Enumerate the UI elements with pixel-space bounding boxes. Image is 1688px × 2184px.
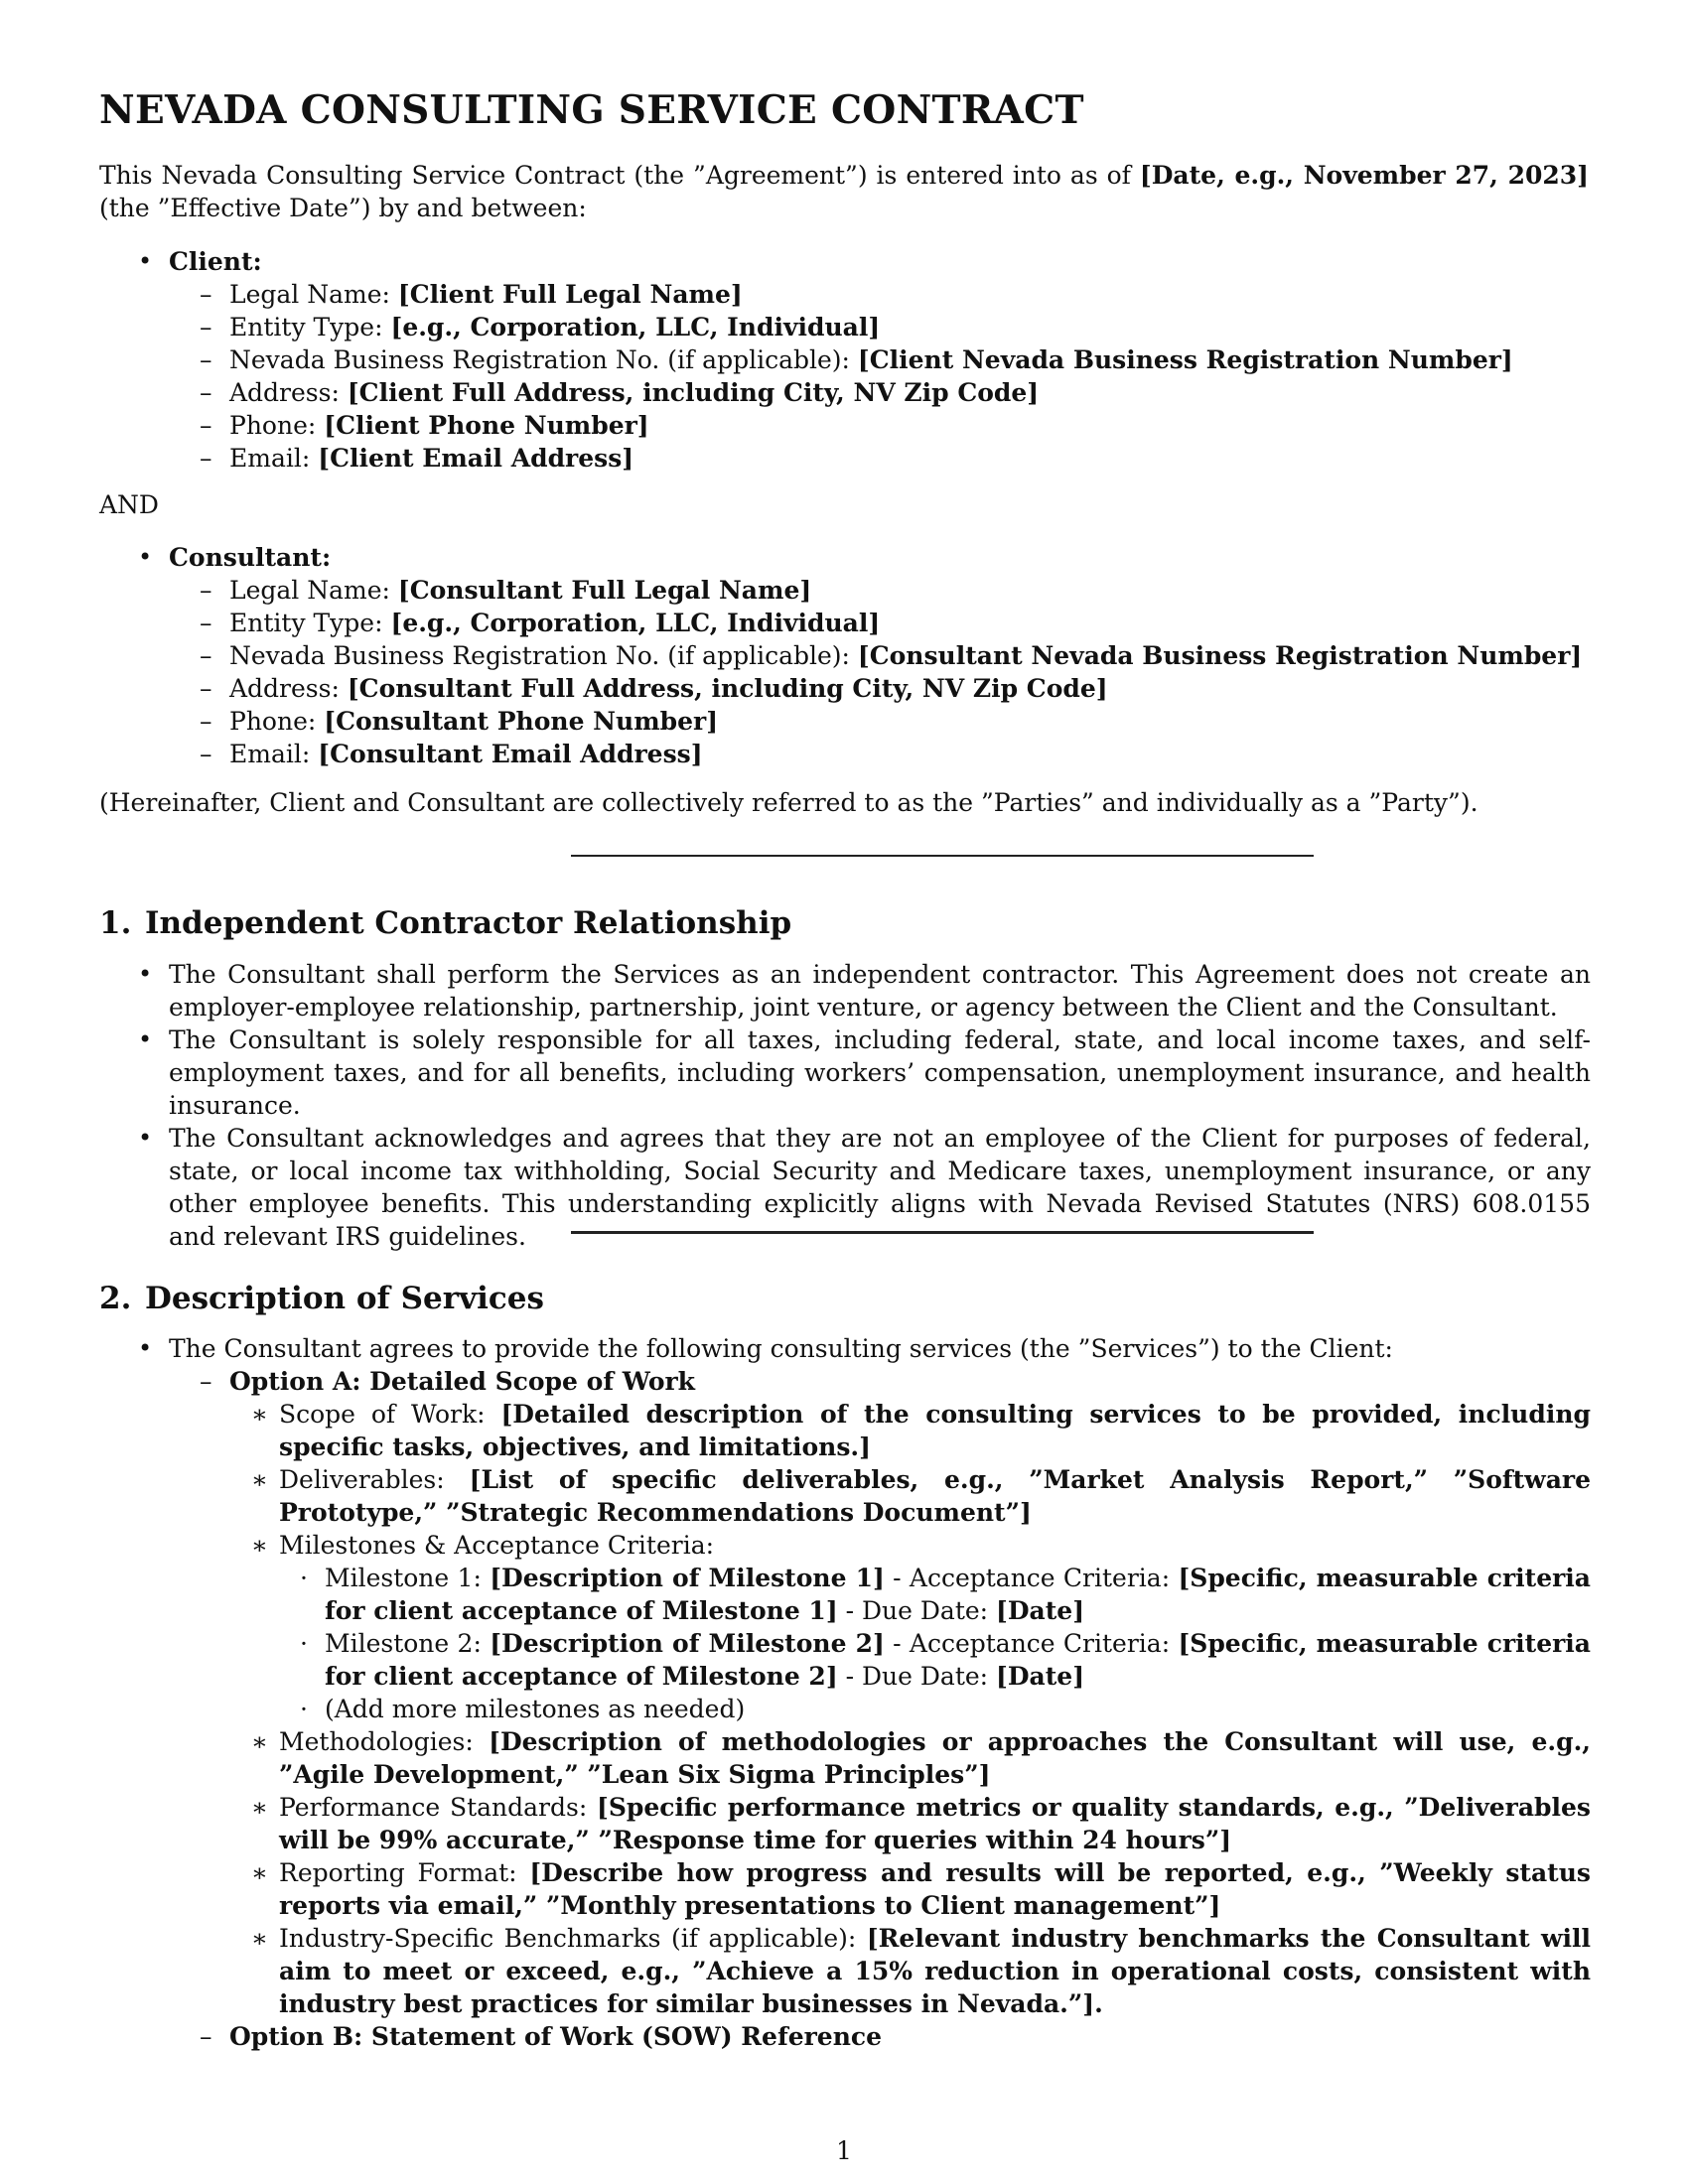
milestone-desc: [Description of Milestone 2] (490, 1629, 885, 1658)
services-item (169, 1332, 1591, 2053)
due-label: - Due Date: (837, 1662, 997, 1691)
field-value: [Client Full Address, including City, NV Zip Code] (347, 378, 1040, 407)
field-value: [Client Phone Number] (324, 411, 649, 440)
consultant-fields (229, 574, 1582, 770)
client-field (229, 442, 1513, 475)
field-label: Phone: (229, 411, 325, 440)
methodologies-item (279, 1725, 1591, 1791)
field-label: Legal Name: (229, 280, 398, 309)
option-b-heading: Option B: Statement of Work (SOW) Reference (229, 2022, 882, 2051)
milestone-item (325, 1562, 1591, 1627)
field-label: Email: (229, 740, 319, 768)
item-value: [Relevant industry benchmarks the Consultant will aim to meet or exceed, e.g., ”Achieve a 15% reduction in operational costs, consistent with industry best practices for similar businesses in Nevada.”]. (279, 1924, 1591, 2018)
consultant-heading: Consultant: (169, 543, 332, 572)
reporting-item (279, 1856, 1591, 1922)
section-2-heading (99, 1281, 544, 1316)
services-lead: The Consultant agrees to provide the following consulting services (the ”Services”) to the Client: (169, 1334, 1393, 1363)
client-block (169, 245, 1513, 475)
field-value: [Consultant Full Address, including City, NV Zip Code] (347, 674, 1108, 703)
consultant-party (169, 541, 1582, 770)
due-label: - Due Date: (837, 1596, 997, 1625)
section-2-list (169, 1332, 1591, 2053)
item-label: Scope of Work: (279, 1400, 501, 1429)
acceptance-value: [Specific, measurable criteria for client acceptance of Milestone 1] (325, 1564, 1591, 1625)
client-heading: Client: (169, 247, 262, 276)
field-label: Phone: (229, 707, 325, 736)
field-value: [e.g., Corporation, LLC, Individual] (390, 609, 881, 637)
acceptance-value: [Specific, measurable criteria for client acceptance of Milestone 2] (325, 1629, 1591, 1691)
item-label: Industry-Specific Benchmarks (if applicable): (279, 1924, 867, 1953)
consultant-field (229, 705, 1582, 738)
option-a-heading: Option A: Detailed Scope of Work (229, 1367, 695, 1396)
section-title: Independent Contractor Relationship (145, 905, 792, 941)
section-number: 1. (99, 905, 132, 941)
section-1-list (169, 958, 1591, 1253)
field-value: [Consultant Email Address] (318, 740, 703, 768)
deliverables-item (279, 1463, 1591, 1529)
item-label: Deliverables: (279, 1465, 470, 1494)
milestones-item (279, 1529, 1591, 1725)
acceptance-label: - Acceptance Criteria: (884, 1564, 1179, 1592)
list-item: • The Consultant is solely responsible for all taxes, including federal, state, and local income taxes, and self-employment taxes, and for all benefits, including workers’ compensation, unemployment insurance, and health insurance. (169, 1024, 1591, 1122)
horizontal-divider (571, 855, 1314, 857)
milestone-desc: [Description of Milestone 1] (490, 1564, 885, 1592)
acceptance-label: - Acceptance Criteria: (884, 1629, 1179, 1658)
due-value: [Date] (996, 1662, 1085, 1691)
and-separator: AND (99, 490, 159, 519)
section-title: Description of Services (145, 1281, 544, 1316)
field-value: [Consultant Nevada Business Registration Number] (857, 641, 1583, 670)
consultant-field (229, 672, 1582, 705)
intro-paragraph (99, 159, 1589, 224)
field-value: [e.g., Corporation, LLC, Individual] (390, 313, 881, 341)
consultant-field (229, 607, 1582, 639)
option-a-items (279, 1398, 1591, 2020)
client-party (169, 245, 1513, 475)
field-value: [Consultant Phone Number] (324, 707, 719, 736)
field-label: Legal Name: (229, 576, 398, 605)
field-label: Nevada Business Registration No. (if applicable): (229, 345, 858, 374)
item-value: [Describe how progress and results will be reported, e.g., ”Weekly status reports via email,” ”Monthly presentations to Client management”] (279, 1858, 1591, 1920)
parties-definition: (Hereinafter, Client and Consultant are collectively referred to as the ”Parties” and individually as a ”Party”). (99, 788, 1478, 817)
item-label: Methodologies: (279, 1727, 490, 1756)
field-value: [Client Email Address] (318, 444, 634, 473)
client-field (229, 343, 1513, 376)
consultant-field (229, 738, 1582, 770)
option-a (229, 1365, 1591, 2020)
field-label: Entity Type: (229, 609, 391, 637)
consultant-field (229, 574, 1582, 607)
item-value: [Description of methodologies or approaches the Consultant will use, e.g., ”Agile Development,” ”Lean Six Sigma Principles”] (279, 1727, 1591, 1789)
item-label: Milestones & Acceptance Criteria: (279, 1531, 715, 1560)
list-item: • The Consultant shall perform the Services as an independent contractor. This Agreement does not create an employer-employee relationship, partnership, joint venture, or agency between the Client and the Consultant. (169, 958, 1591, 1024)
consultant-field (229, 639, 1582, 672)
field-value: [Client Full Legal Name] (397, 280, 743, 309)
item-label: Performance Standards: (279, 1793, 597, 1822)
field-label: Email: (229, 444, 319, 473)
field-value: [Client Nevada Business Registration Number] (857, 345, 1513, 374)
intro-text-2: (the ”Effective Date”) by and between: (99, 194, 587, 222)
client-field (229, 311, 1513, 343)
section-1-heading (99, 905, 791, 941)
horizontal-divider (571, 1231, 1314, 1234)
client-fields (229, 278, 1513, 475)
list-item: • The Consultant acknowledges and agrees that they are not an employee of the Client for purposes of federal, state, or local income tax withholding, Social Security and Medicare taxes, unemployment insurance, or any other employee benefits. This understanding explicitly aligns with Nevada Revised Statutes (NRS) 608.0155 and relevant IRS guidelines. (169, 1122, 1591, 1253)
consultant-block (169, 541, 1582, 770)
benchmarks-item (279, 1922, 1591, 2020)
due-value: [Date] (996, 1596, 1085, 1625)
field-label: Address: (229, 674, 348, 703)
milestone-item (325, 1627, 1591, 1693)
milestone-label: Milestone 2: (325, 1629, 491, 1658)
scope-of-work-item (279, 1398, 1591, 1463)
client-field (229, 376, 1513, 409)
section-number: 2. (99, 1281, 132, 1316)
item-label: Reporting Format: (279, 1858, 530, 1887)
page-number: 1 (836, 2136, 852, 2165)
milestones-list (325, 1562, 1591, 1725)
option-b (229, 2020, 1591, 2053)
field-value: [Consultant Full Legal Name] (397, 576, 812, 605)
effective-date-placeholder: [Date, e.g., November 27, 2023] (1139, 161, 1590, 190)
field-label: Entity Type: (229, 313, 391, 341)
field-label: Address: (229, 378, 348, 407)
field-label: Nevada Business Registration No. (if applicable): (229, 641, 858, 670)
document-title: NEVADA CONSULTING SERVICE CONTRACT (99, 87, 1084, 133)
client-field (229, 278, 1513, 311)
options-list (229, 1365, 1591, 2053)
item-value: [Detailed description of the consulting services to be provided, including specific tasks, objectives, and limitations.] (279, 1400, 1591, 1461)
client-field (229, 409, 1513, 442)
intro-text-1: This Nevada Consulting Service Contract (the ”Agreement”) is entered into as of (99, 161, 1140, 190)
performance-item (279, 1791, 1591, 1856)
item-value: [Specific performance metrics or quality standards, e.g., ”Deliverables will be 99% accurate,” ”Response time for queries within 24 hours”] (279, 1793, 1591, 1854)
milestone-note: · (Add more milestones as needed) (325, 1693, 1591, 1725)
item-value: [List of specific deliverables, e.g., ”Market Analysis Report,” ”Software Prototype,” ”Strategic Recommendations Document”] (279, 1465, 1591, 1527)
milestone-label: Milestone 1: (325, 1564, 491, 1592)
document-page (99, 0, 1591, 2184)
